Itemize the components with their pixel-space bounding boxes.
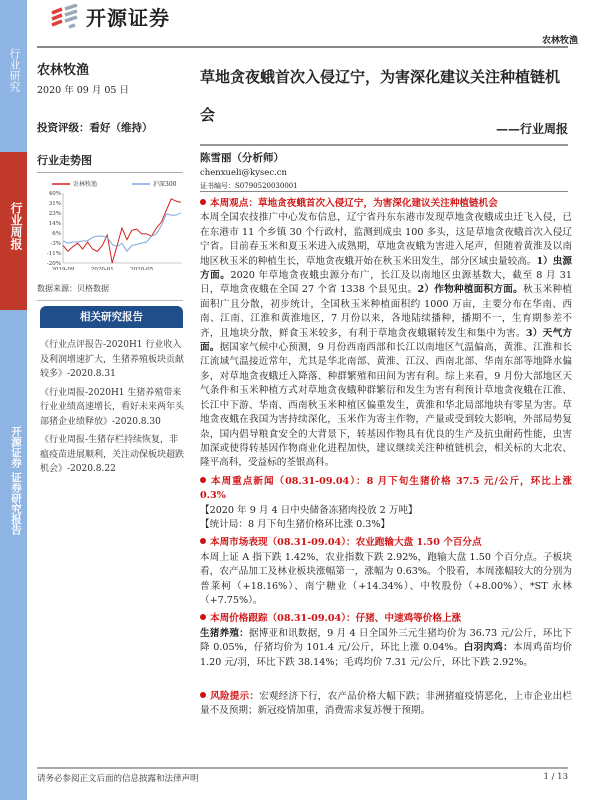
logo-mark-icon [50,4,80,30]
bold-lead: 3）天气方面。 [200,327,572,354]
title-divider [200,144,568,146]
bold-lead: 白羽肉鸡： [463,642,514,654]
chart-source: 数据来源：贝格数据 [37,284,109,293]
rating-value: 看好（维持） [89,122,153,134]
body-text: 秋玉米种植面积广且分散，初步统计，全国秋玉米种植面积约 1000 万亩，主要分布在华南、西南、江南、江淮和黄淮地区，7 月份以来，各地陆续播种，播期不一，生育期参差不齐，且地块分散，鲜食玉米较多，有利于草地贪夜蛾辗转发生和集中为害。 [200,284,572,339]
x-tick-label: 2019-09 [51,267,75,270]
y-tick-label: -20% [46,261,61,267]
related-report-link[interactable]: 《行业周报-2020H1 生猪养殖带来行业业绩高速增长，看好未来两年头部猪企业绩释放》-2020.8.30 [40,387,185,427]
section-heading-prices [200,612,572,626]
y-tick-label: 31% [48,201,61,207]
footer-divider [37,767,568,769]
brand-logo [50,2,170,31]
y-tick-label: 40% [48,191,61,197]
report-title: 草地贪夜蛾首次入侵辽宁，为害深化建议关注种植链机会 [200,68,561,124]
industry-name: 农林牧渔 [37,63,90,78]
industry-trend-chart [37,175,185,270]
page-number: 1 / 13 [543,772,568,782]
related-report-link[interactable]: 《行业点评报告-2020H1 行业收入及利润增速扩大，生猪养殖板块贡献较多》-2020.8.31 [40,340,185,379]
legend-label: 沪深300 [153,181,177,188]
section-heading-news [200,475,572,504]
sidebar-label-top: 行业研究 [8,48,21,92]
section-heading-view [200,197,572,211]
legend-label: 农林牧渔 [73,181,98,188]
bullet-icon [200,199,206,205]
bold-lead: 生猪养殖： [200,627,249,639]
section-risk [200,690,572,719]
analyst-divider [200,191,568,192]
rating [37,120,153,135]
y-tick-label: 23% [48,211,61,217]
section-prices-body [200,627,572,670]
analyst-name: 陈雪丽（分析师） [200,152,284,164]
body-text: 本周鸡苗均价 1.20 元/羽，环比下跌 38.14%；毛鸡均价 7.31 元/公斤，环比下跌 2.92%。 [200,642,573,668]
logo-text: 开源证券 [86,6,170,30]
sidebar-label-bottom: 开源证券 证券研究报告 [10,425,22,535]
report-body [200,197,572,719]
section-market-body: 本周上证 A 指下跌 1.42%，农业指数下跌 2.92%，跑输大盘 1.50 个百分点。子板块看，农产品加工及林业板块涨幅第一，涨幅为 0.63%。个股看，本周涨幅较大的分别为普莱柯（+18.16%）、南宁糖业（+14.34%）、中牧股份（+8.00%）、*ST 永林（+7.75%）。 [200,551,572,606]
bullet-icon [200,692,206,698]
y-tick-label: 14% [48,221,61,227]
report-subtitle: ——行业周报 [495,122,568,136]
related-reports-header: 相关研究报告 [40,306,183,328]
sidebar-label-mid: 行业周报 [9,202,23,250]
risk-heading: 风险提示： [210,691,260,702]
heading-text: 本周价格跟踪（08.31-09.04）：仔猪、中速鸡等价格上涨 [210,613,462,625]
report-date: 2020 年 09 月 05 日 [37,85,129,96]
rating-label: 投资评级： [37,122,90,134]
body-text: 据国家气候中心预测，9 月份西南西部和长江以南地区气温偏高，黄淮、江淮和长江流域气温接近常年，尤其是华北南部、黄淮、江汉、西南北部、华南东部等地降水偏多，对草地贪夜蛾迁入降落、种群繁殖和田间为害有利。综上来看，9 月份大部地区天气条件和玉米种植方式对草地贪夜蛾种群繁衍和发生为害有利预计草地贪夜蛾在江淮、长江中下游、华南、西南秋玉米种植区偏重发生，黄淮和华北局部地块有零星为害。草地贪夜蛾在我国为害持续深化，玉米作为寄主作物，产量或受到较大影响，外部局势复杂，国内倡导粮食安全的大背景下，转基因作物具有优良的生产及抗虫耐药性能，虫害加深或使得转基因作物商业化进程加快，建议继续关注种植链机会，相关标的大北农、隆平高科，受益标的荃银高科。 [200,342,573,469]
y-tick-label: 6% [52,231,61,237]
body-text: 2020 年草地贪夜蛾虫源分布广，长江及以南地区虫源基数大，截至 8 月 31 日，草地贪夜蛾在全国 27 个省 1338 个县见虫。 [200,270,572,296]
bold-lead: 2）作物种植面积方面。 [417,284,523,296]
sidebar-strip [0,0,27,800]
analyst-cert: 证书编号：S0790520030001 [200,182,298,190]
news-item: 【2020 年 9 月 4 日中央储备冻猪肉投放 2 万吨】 [200,504,418,516]
chart-title: 行业走势图 [37,154,92,167]
y-tick-label: -3% [50,241,61,247]
bullet-icon [200,538,206,544]
bullet-icon [200,477,206,483]
heading-text: 本周市场表现（08.31-09.04）：农业跑输大盘 1.50 个百分点 [210,537,482,549]
footer-disclaimer: 请务必参阅正文后面的信息披露和法律声明 [37,774,199,784]
analyst-email[interactable]: chenxueli@kysec.cn [200,168,288,178]
related-reports-list [40,338,185,477]
bold-lead: 1）虫源方面。 [200,255,573,282]
x-tick-label: 2020-01 [90,267,114,270]
body-text: 本周全国农技推广中心发布信息，辽宁省丹东东港市发现草地贪夜蛾成虫迁飞入侵，已在东港市 11 个乡镇 30 个行政村，监测到成虫 100 多头，这是草地贪夜蛾首次入侵辽宁省。目前春玉米和夏玉米进入成熟期，草地贪夜蛾为害进入尾声，但随着黄淮及以南地区秋玉米的种植生长，草地贪夜蛾开始在秋玉米田发生，部分区域虫量较高。 [200,212,572,267]
risk-text: 宏观经济下行，农产品价格大幅下跌；非洲猪瘟疫情恶化，上市企业出栏量不及预期；新冠疫情加重，消费需求复苏慢于预期。 [200,691,572,717]
section-heading-market [200,536,572,550]
header-section: 农林牧渔 [541,36,578,46]
bullet-icon [200,614,206,620]
body-text: 据博亚和讯数据，9 月 4 日全国外三元生猪均价为 36.73 元/公斤，环比下降 0.05%，仔猪均价为 101.4 元/公斤，环比上涨 0.04%。 [200,627,573,654]
series-line-agri [63,199,181,263]
y-tick-label: -11% [46,251,61,257]
heading-text: 本周重点新闻（08.31-09.04）：8 月下旬生猪价格 37.5 元/公斤，环比上涨 0.3% [200,475,572,502]
related-report-link[interactable]: 《行业周报-生猪存栏持续恢复，非瘟疫苗进展顺利，关注动保板块超跌机会》-2020.8.22 [40,435,185,474]
x-tick-label: 2020-05 [130,267,154,270]
section-view-body [200,211,572,470]
news-item: 【统计局：8 月下旬生猪价格环比涨 0.3%】 [200,518,391,530]
heading-text: 本周观点：草地贪夜蛾首次入侵辽宁，为害深化建议关注种植链机会 [210,198,498,209]
chart-divider [37,172,183,173]
divider [37,300,183,301]
header-divider [37,46,568,48]
